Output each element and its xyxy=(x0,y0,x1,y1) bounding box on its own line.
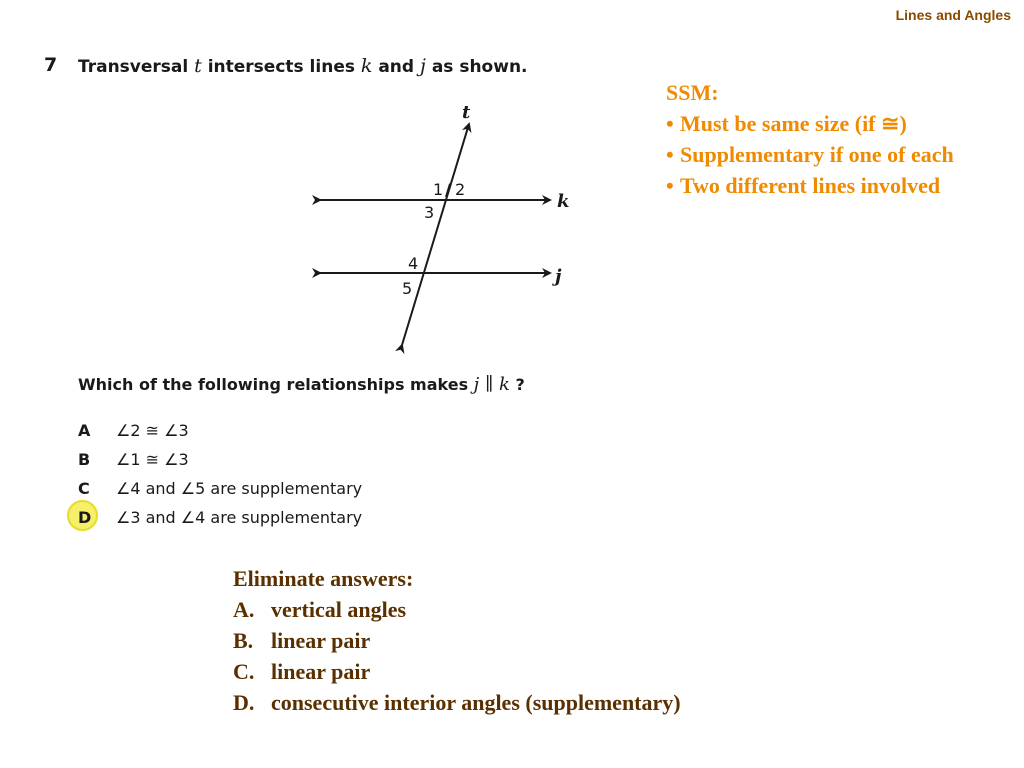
eliminate-item xyxy=(233,687,681,718)
question-stem xyxy=(78,55,528,77)
angle-label-2: 2 xyxy=(455,180,466,199)
slide-title: Lines and Angles xyxy=(895,7,1011,23)
ssm-bullet: • Must be same size (if ≅) xyxy=(666,108,1006,139)
ssm-notes xyxy=(666,77,1006,201)
label-t: t xyxy=(462,102,471,123)
stem-text-b: intersects lines xyxy=(201,57,361,77)
choice-letter: A xyxy=(78,421,91,440)
eliminate-letter: A. xyxy=(233,597,255,622)
choice-c[interactable] xyxy=(78,474,362,503)
choice-letter: D xyxy=(78,508,92,527)
label-j: j xyxy=(555,266,562,287)
eliminate-letter: C. xyxy=(233,659,255,684)
ssm-heading: SSM: xyxy=(666,80,719,105)
choice-letter: C xyxy=(78,479,90,498)
choice-text: ∠3 and ∠4 are supplementary xyxy=(116,508,363,527)
var-t: t xyxy=(194,55,202,77)
choice-text: ∠1 ≅ ∠3 xyxy=(116,450,189,469)
prompt-end: ? xyxy=(515,375,525,394)
eliminate-text: consecutive interior angles (supplementary) xyxy=(271,690,681,715)
question-number: 7 xyxy=(44,54,58,76)
label-k: k xyxy=(557,191,570,212)
stem-text-d: as shown. xyxy=(425,57,528,77)
choice-text: ∠2 ≅ ∠3 xyxy=(116,421,189,440)
choice-b[interactable] xyxy=(78,445,362,474)
angle-label-4: 4 xyxy=(408,254,419,273)
var-j: j xyxy=(420,55,426,77)
prompt-text: Which of the following relationships makes xyxy=(78,375,469,394)
prompt-math: j ∥ k xyxy=(473,374,510,395)
ssm-bullet: • Two different lines involved xyxy=(666,170,1006,201)
transversal-t xyxy=(402,124,469,345)
eliminate-text: vertical angles xyxy=(271,597,407,622)
choice-text: ∠4 and ∠5 are supplementary xyxy=(116,479,363,498)
var-k: k xyxy=(360,55,373,77)
eliminate-letter: D. xyxy=(233,690,255,715)
eliminate-notes xyxy=(233,563,681,718)
question-prompt xyxy=(78,374,525,395)
stem-text-a: Transversal xyxy=(78,57,195,77)
choice-letter-selected xyxy=(78,508,116,527)
angle-label-3: 3 xyxy=(424,203,435,222)
eliminate-item xyxy=(233,656,681,687)
stem-text-c: and xyxy=(372,57,420,77)
choice-letter: B xyxy=(78,450,91,469)
eliminate-heading: Eliminate answers: xyxy=(233,566,414,591)
angle-label-slash: / xyxy=(445,180,451,199)
eliminate-text: linear pair xyxy=(271,659,371,684)
eliminate-text: linear pair xyxy=(271,628,371,653)
answer-choices xyxy=(78,416,362,532)
angle-label-5: 5 xyxy=(402,279,413,298)
angle-label-1: 1 xyxy=(433,180,444,199)
transversal-diagram xyxy=(300,95,590,360)
ssm-list xyxy=(666,108,1006,201)
eliminate-letter: B. xyxy=(233,628,254,653)
eliminate-item xyxy=(233,625,681,656)
choice-a[interactable] xyxy=(78,416,362,445)
ssm-bullet: • Supplementary if one of each xyxy=(666,139,1006,170)
choice-d[interactable] xyxy=(78,503,362,532)
eliminate-item xyxy=(233,594,681,625)
